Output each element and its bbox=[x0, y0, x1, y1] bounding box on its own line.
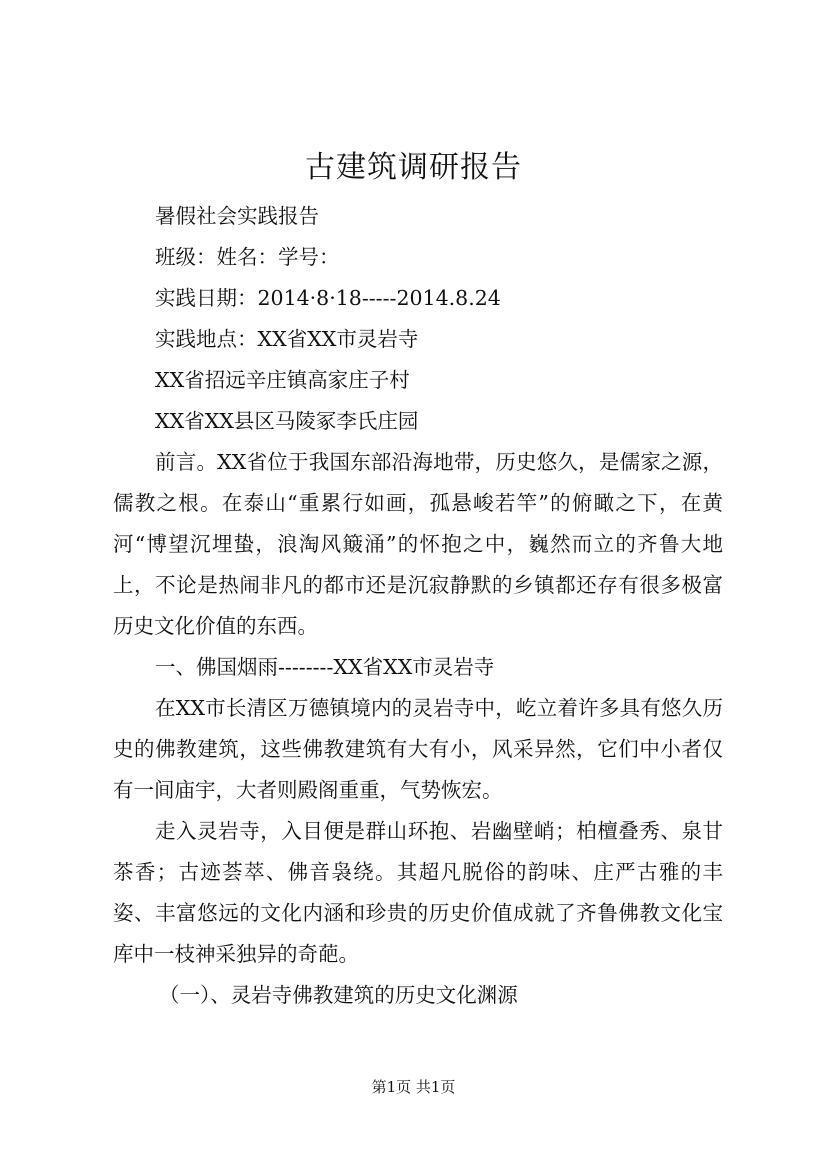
paragraph-enter-temple: 走入灵岩寺，入目便是群山环抱、岩幽壁峭；柏檀叠秀、泉甘茶香；古迹荟萃、佛音袅绕。其超凡脱俗的韵味、庄严古雅的丰姿、丰富悠远的文化内涵和珍贵的历史价值成就了齐鲁佛教文化宝库中一枝神采独异的奇葩。 bbox=[113, 819, 723, 966]
header-line-report-type: 暑假社会实践报告 bbox=[155, 204, 319, 228]
section-heading-1: 一、佛国烟雨--------XX省XX市灵岩寺 bbox=[155, 655, 495, 679]
paragraph-preface: 前言。XX省位于我国东部沿海地带，历史悠久，是儒家之源，儒教之根。在泰山“重累行如画，孤悬峻若竿”的俯瞰之下，在黄河“博望沉埋蛰，浪淘风簸涌”的怀抱之中，巍然而立的齐鲁大地上，不论是热闹非凡的都市还是沉寂静默的乡镇都还存有很多极富历史文化价值的东西。 bbox=[113, 450, 723, 638]
header-line-practice-date: 实践日期：2014·8·18-----2014.8.24 bbox=[155, 286, 501, 310]
paragraph-lingyan-temple: 在XX市长清区万德镇境内的灵岩寺中，屹立着许多具有悠久历史的佛教建筑，这些佛教建筑有大有小，风采异然，它们中小者仅有一间庙宇，大者则殿阁重重，气势恢宏。 bbox=[113, 696, 723, 802]
header-line-location-3: XX省XX县区马陵冢李氏庄园 bbox=[155, 409, 419, 433]
header-line-location-2: XX省招远辛庄镇高家庄子村 bbox=[155, 368, 410, 392]
document-title: 古建筑调研报告 bbox=[305, 150, 522, 185]
subheading-history-origin: （一）、灵岩寺佛教建筑的历史文化渊源 bbox=[159, 983, 518, 1007]
page-footer: 第1页 共1页 bbox=[371, 1078, 456, 1096]
document-body bbox=[113, 196, 723, 1016]
header-line-practice-location: 实践地点：XX省XX市灵岩寺 bbox=[155, 327, 419, 351]
header-line-student-info: 班级：姓名：学号： bbox=[155, 245, 340, 269]
